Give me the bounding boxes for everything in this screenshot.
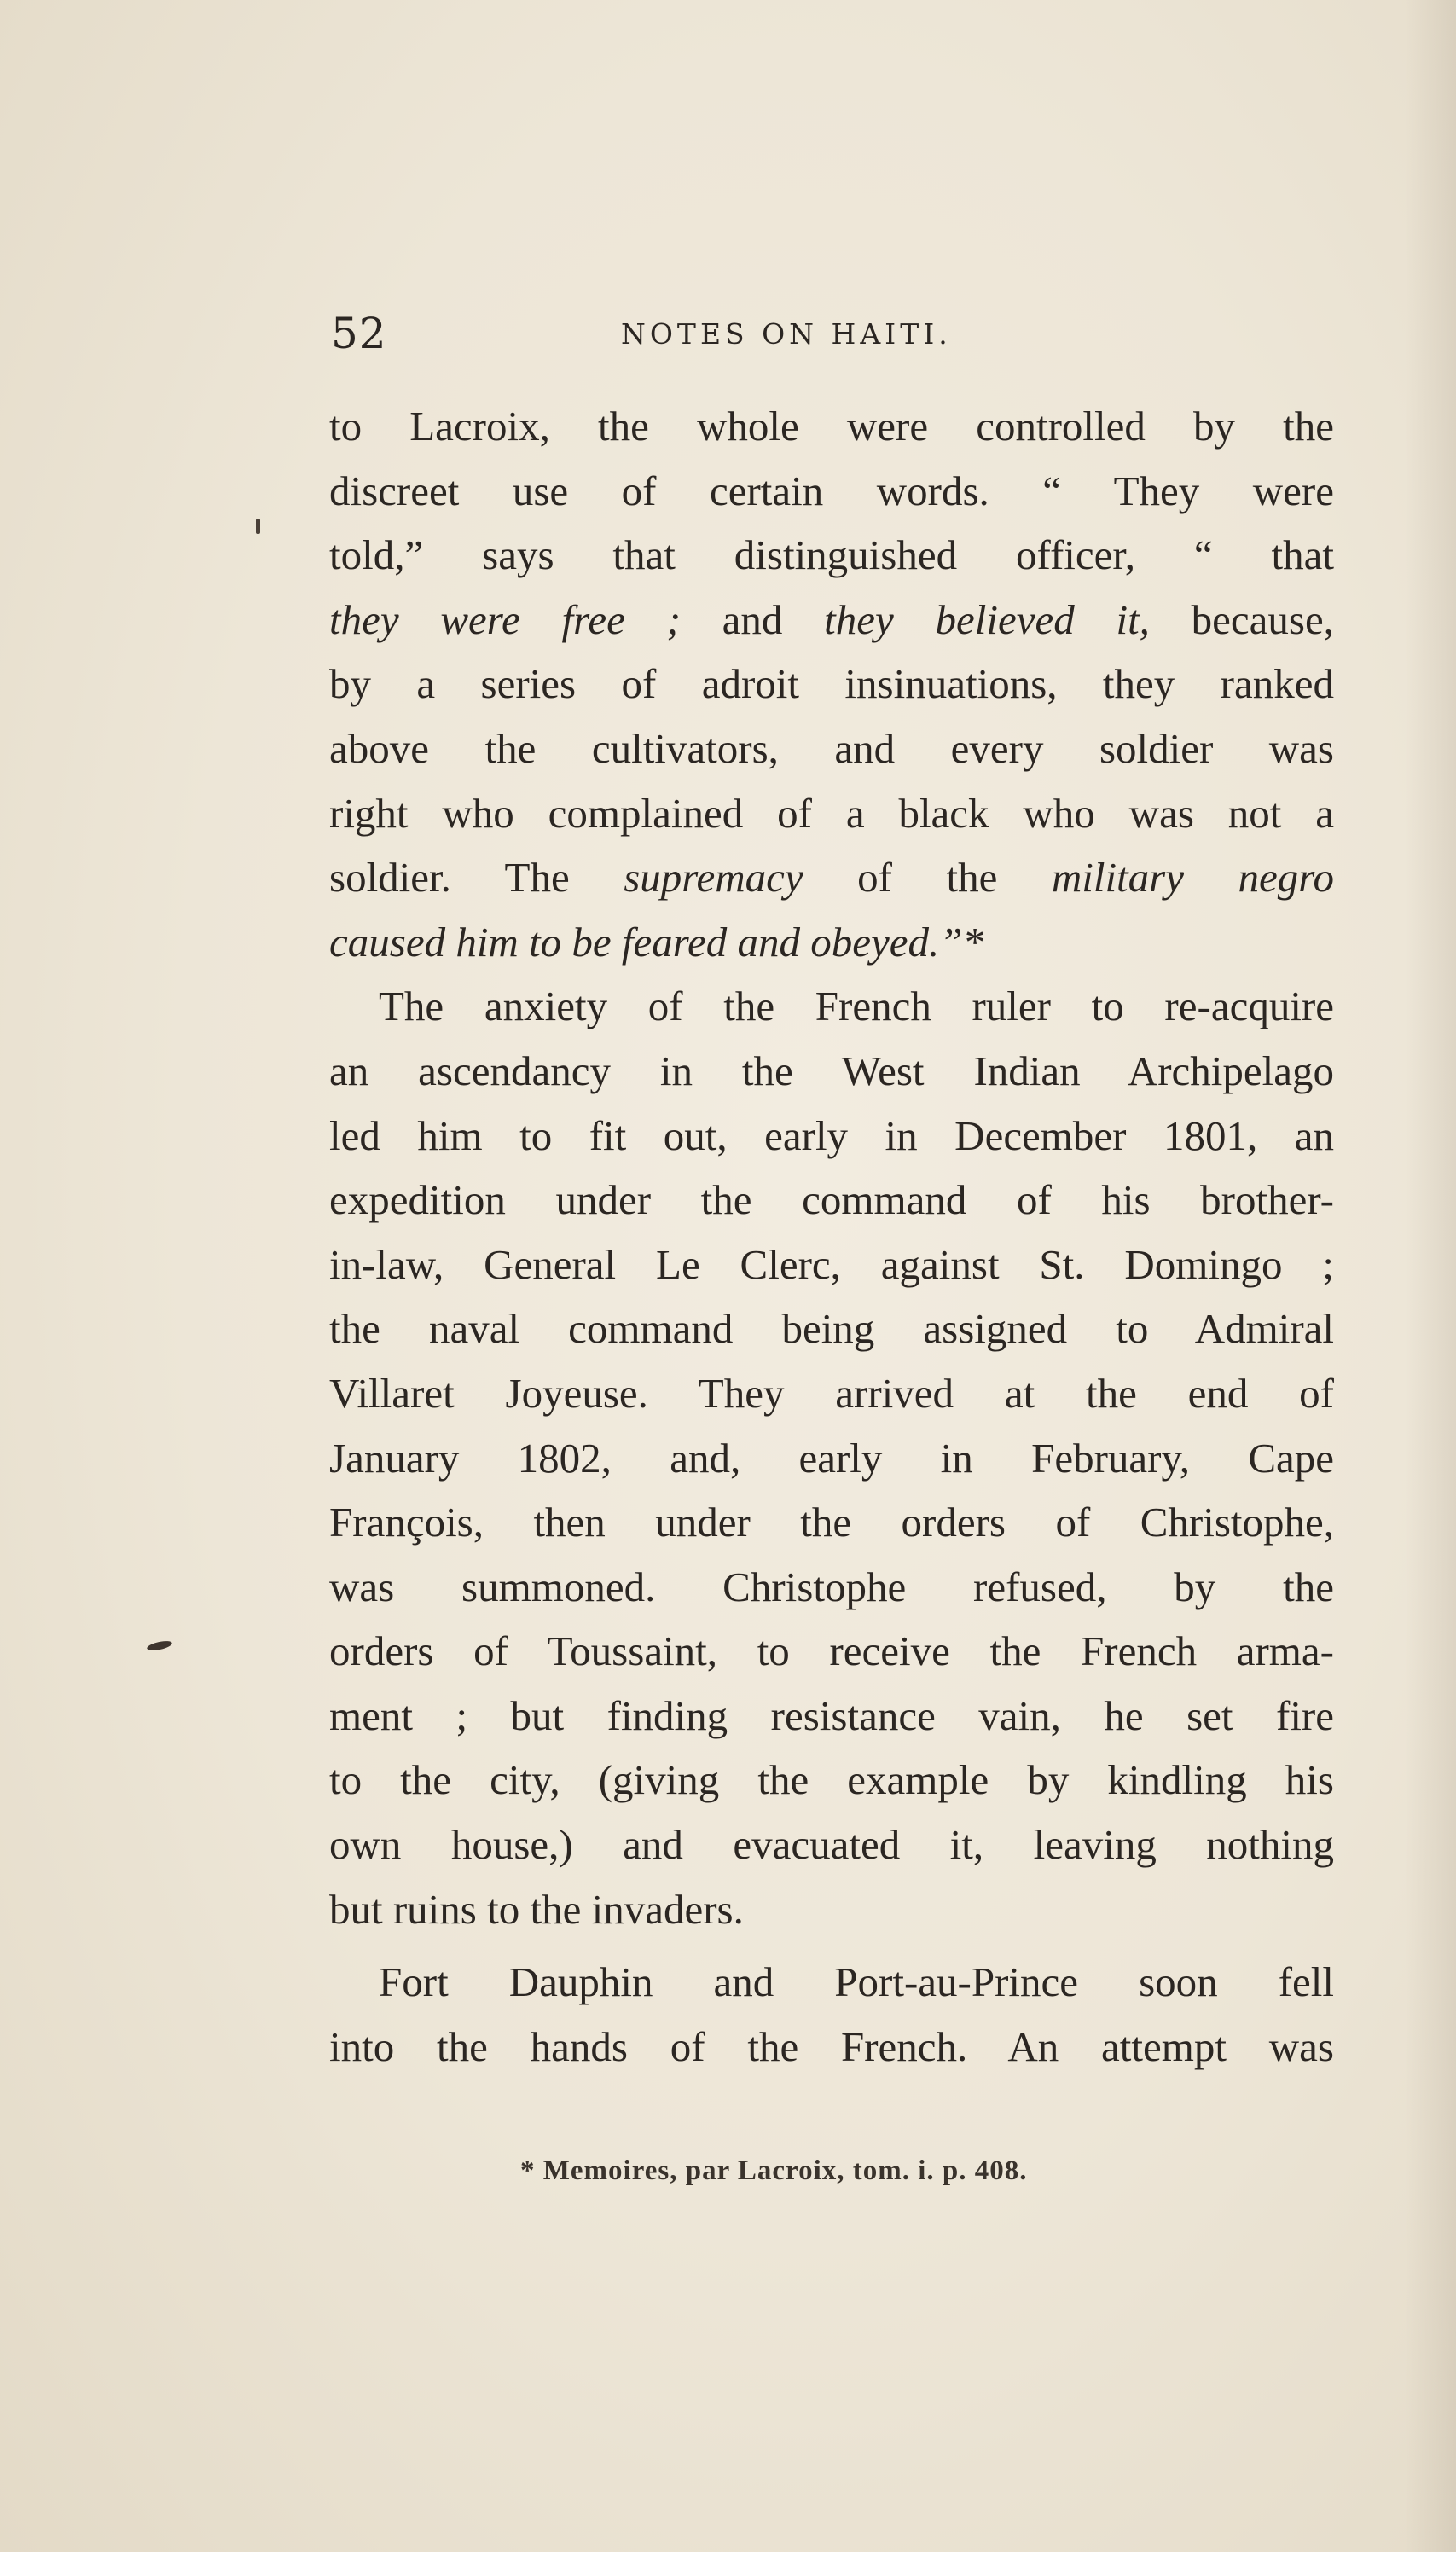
text-segment: of the — [803, 854, 1052, 902]
text-line — [329, 910, 1334, 975]
text-segment: above the cultivators, and every soldier was — [329, 724, 1334, 772]
text-line — [329, 459, 1334, 524]
text-line — [329, 845, 1334, 910]
text-line — [329, 1361, 1334, 1426]
text-segment: Villaret Joyeuse. They arrived at the end of — [329, 1369, 1334, 1417]
margin-ink-mark — [146, 1639, 172, 1652]
text-line — [329, 1877, 1334, 1942]
text-line — [329, 1555, 1334, 1620]
text-segment: to Lacroix, the whole were controlled by the — [329, 403, 1334, 450]
text-line — [329, 1812, 1334, 1877]
text-line — [329, 1950, 1334, 2015]
text-segment: led him to fit out, early in December 1801, an — [329, 1111, 1334, 1159]
text-segment: ment ; but finding resistance vain, he set fire — [329, 1691, 1334, 1739]
italic-text: military negro — [1051, 854, 1334, 902]
text-segment: into the hands of the French. An attempt was — [329, 2022, 1334, 2070]
text-line — [329, 394, 1334, 459]
page-edge-shadow — [1405, 0, 1456, 2552]
text-segment: The anxiety of the French ruler to re-acquire — [379, 983, 1334, 1030]
running-title: NOTES ON HAITI. — [621, 317, 952, 351]
italic-text: they believed it, — [824, 595, 1150, 643]
text-line — [329, 974, 1334, 1039]
text-line — [329, 2015, 1334, 2079]
text-segment: right who complained of a black who was not a — [329, 789, 1334, 837]
text-line — [329, 1748, 1334, 1812]
text-segment: to the city, (giving the example by kindling his — [329, 1756, 1334, 1804]
text-line — [329, 1039, 1334, 1104]
body-text — [329, 394, 1334, 2079]
text-segment: because, — [1149, 595, 1334, 643]
text-segment: François, then under the orders of Christophe, — [329, 1499, 1334, 1546]
text-segment: orders of Toussaint, to receive the French arma- — [329, 1627, 1334, 1675]
text-segment: an ascendancy in the West Indian Archipelago — [329, 1047, 1334, 1094]
italic-text: supremacy — [624, 854, 803, 902]
text-line — [329, 1490, 1334, 1555]
text-segment: was summoned. Christophe refused, by the — [329, 1563, 1334, 1610]
page-header — [331, 304, 1337, 363]
text-segment: in-law, General Le Clerc, against St. Domingo ; — [329, 1240, 1334, 1288]
text-segment: but ruins to the invaders. — [329, 1885, 744, 1933]
text-line — [329, 1296, 1334, 1361]
text-line — [329, 1104, 1334, 1169]
text-line — [329, 1426, 1334, 1491]
text-line — [329, 1232, 1334, 1297]
text-segment: told,” says that distinguished officer, “ that — [329, 531, 1334, 579]
text-segment: soldier. The — [329, 854, 624, 902]
text-line — [329, 781, 1334, 846]
text-line — [329, 523, 1334, 588]
page-number: 52 — [331, 309, 387, 358]
text-segment: by a series of adroit insinuations, they ranked — [329, 660, 1334, 708]
text-line — [329, 716, 1334, 781]
italic-text: they were free ; — [329, 595, 681, 643]
text-segment: and — [680, 595, 825, 643]
text-line — [329, 1619, 1334, 1684]
text-line — [329, 1684, 1334, 1749]
text-segment: January 1802, and, early in February, Cape — [329, 1434, 1334, 1482]
text-segment: own house,) and evacuated it, leaving nothing — [329, 1821, 1334, 1869]
italic-text: caused him to be feared and obeyed.”* — [329, 918, 984, 966]
text-line — [329, 588, 1334, 652]
text-line — [329, 1168, 1334, 1232]
text-segment: Fort Dauphin and Port-au-Prince soon fell — [379, 1958, 1334, 2006]
margin-ink-mark — [256, 519, 260, 534]
text-segment: expedition under the command of his brother- — [329, 1176, 1334, 1224]
text-segment: the naval command being assigned to Admiral — [329, 1305, 1334, 1353]
text-segment: discreet use of certain words. “ They were — [329, 467, 1334, 514]
footnote: * Memoires, par Lacroix, tom. i. p. 408. — [520, 2155, 1028, 2186]
text-line — [329, 652, 1334, 716]
